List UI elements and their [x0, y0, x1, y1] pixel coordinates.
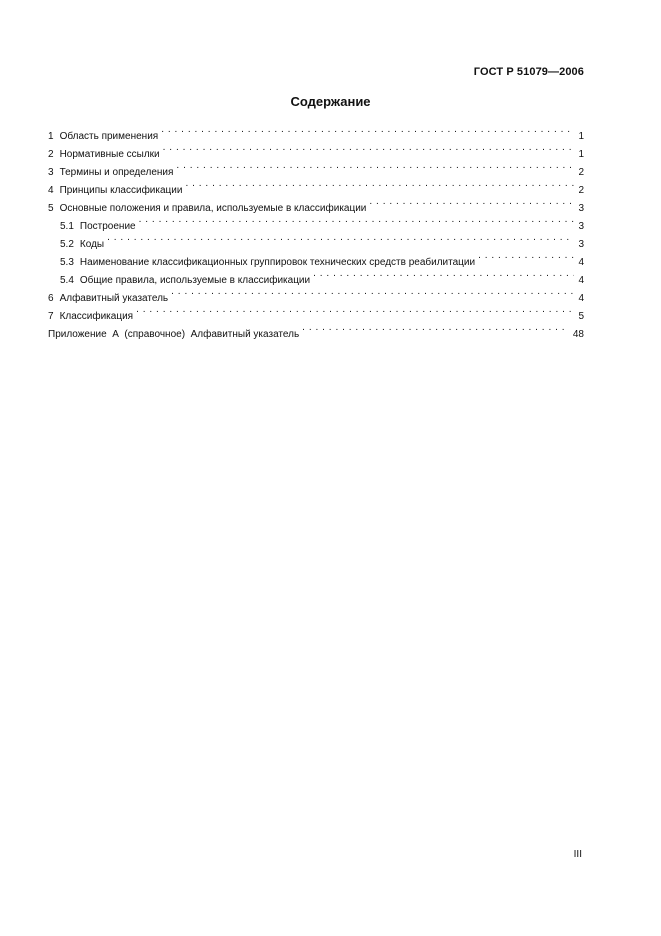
toc-entry-number: 1	[48, 131, 54, 142]
toc-entry-label: Наименование классификационных группировок технических средств реабилитации	[79, 257, 476, 268]
toc-entry-number: 5.4	[60, 275, 74, 286]
toc-entry-label: Термины и определения	[59, 167, 174, 178]
toc-entry-number: 6	[48, 293, 54, 304]
toc-title: Содержание	[290, 94, 371, 109]
toc-entry-number: 5	[48, 203, 54, 214]
dot-leader	[107, 229, 574, 247]
toc-entry-label: Принципы классификации	[59, 185, 183, 196]
toc-entry-number: 4	[48, 185, 54, 196]
dot-leader	[139, 211, 575, 229]
toc-entry-1[interactable]	[48, 121, 584, 142]
toc-entry-label: Область применения	[59, 131, 159, 142]
toc-entry-label: Коды	[79, 239, 105, 250]
toc-entry-page: 3	[578, 239, 584, 250]
toc-entry-page: 1	[578, 131, 584, 142]
toc-entry-page: 4	[578, 293, 584, 304]
toc-entry-label: Приложение А (справочное) Алфавитный указатель	[48, 329, 300, 340]
dot-leader	[176, 157, 574, 175]
dot-leader	[185, 175, 574, 193]
dot-leader	[161, 121, 574, 139]
toc-entry-label: Нормативные ссылки	[59, 149, 160, 160]
toc-entry-label: Алфавитный указатель	[59, 293, 169, 304]
toc-entry-label: Основные положения и правила, используемые в классификации	[59, 203, 367, 214]
toc-entry-page: 2	[578, 185, 584, 196]
toc-entry-5-3[interactable]	[48, 247, 584, 268]
toc-entry-label: Построение	[79, 221, 136, 232]
dot-leader	[302, 319, 569, 337]
dot-leader	[478, 247, 574, 265]
toc-entry-number: 5.3	[60, 257, 74, 268]
toc-entry-page: 5	[578, 311, 584, 322]
toc-entry-number: 5.1	[60, 221, 74, 232]
toc-entry-page: 48	[572, 329, 584, 340]
toc-entry-label: Общие правила, используемые в классификации	[79, 275, 311, 286]
toc-entry-page: 3	[578, 221, 584, 232]
table-of-contents	[48, 121, 584, 340]
dot-leader	[171, 283, 574, 301]
toc-entry-number: 7	[48, 311, 54, 322]
dot-leader	[136, 301, 574, 319]
toc-entry-number: 5.2	[60, 239, 74, 250]
toc-entry-page: 4	[578, 275, 584, 286]
toc-entry-5-2[interactable]	[48, 229, 584, 250]
toc-entry-page: 1	[578, 149, 584, 160]
toc-entry-page: 4	[578, 257, 584, 268]
toc-entry-number: 3	[48, 167, 54, 178]
toc-entry-label: Классификация	[59, 311, 134, 322]
toc-entry-page: 2	[578, 167, 584, 178]
page-number: III	[573, 849, 582, 860]
dot-leader	[313, 265, 574, 283]
document-code: ГОСТ Р 51079—2006	[473, 66, 584, 78]
dot-leader	[163, 139, 575, 157]
dot-leader	[369, 193, 574, 211]
toc-entry-number: 2	[48, 149, 54, 160]
toc-entry-page: 3	[578, 203, 584, 214]
